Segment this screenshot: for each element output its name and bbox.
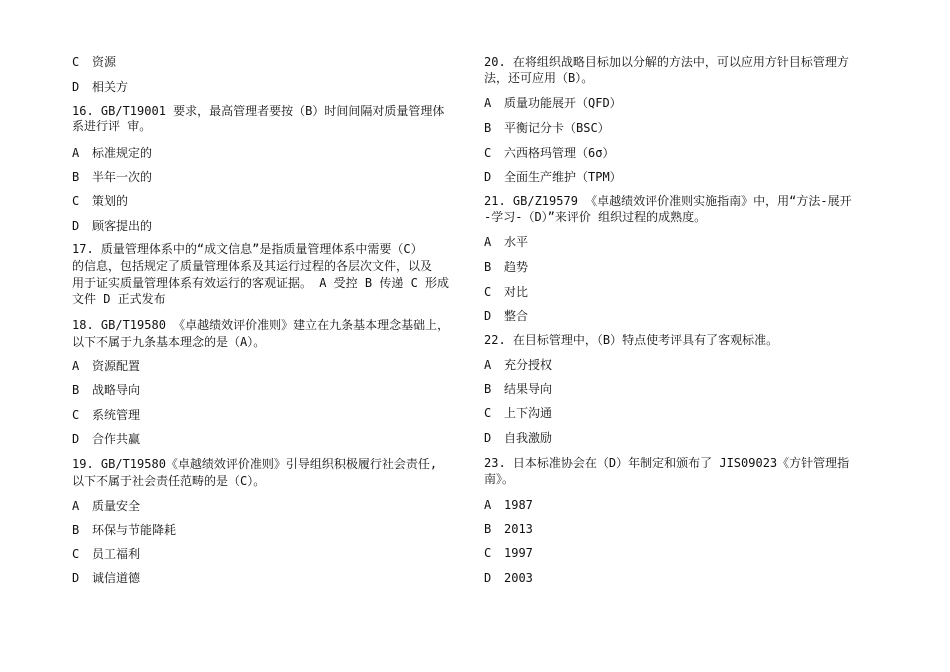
option-d bbox=[484, 571, 533, 585]
option-letter: B bbox=[72, 170, 80, 184]
option-letter: A bbox=[72, 146, 80, 160]
option-d bbox=[484, 309, 528, 323]
option-letter: A bbox=[72, 359, 80, 373]
option-letter: A bbox=[484, 358, 492, 372]
option-d bbox=[72, 80, 128, 94]
option-text: 对比 bbox=[504, 285, 529, 299]
option-letter: B bbox=[484, 382, 492, 396]
question-text-line: 18. GB/T19580 《卓越绩效评价准则》建立在九条基本理念基础上， bbox=[72, 318, 450, 332]
option-c bbox=[72, 408, 140, 422]
option-text: 结果导向 bbox=[504, 382, 553, 396]
option-letter: A bbox=[484, 96, 492, 110]
option-text: 诚信道德 bbox=[92, 571, 141, 585]
option-letter: D bbox=[484, 431, 492, 445]
option-a bbox=[72, 146, 152, 160]
option-d bbox=[484, 431, 552, 445]
question-text-line: -学习-（D）”来评价 组织过程的成熟度。 bbox=[484, 210, 707, 224]
option-text: 顾客提出的 bbox=[92, 219, 153, 233]
option-letter: C bbox=[484, 146, 492, 160]
option-text: 充分授权 bbox=[504, 358, 553, 372]
option-letter: D bbox=[72, 571, 80, 585]
option-text: 全面生产维护（TPM） bbox=[504, 170, 622, 184]
option-text: 质量功能展开（QFD） bbox=[504, 96, 622, 110]
option-letter: C bbox=[484, 285, 492, 299]
option-letter: C bbox=[72, 547, 80, 561]
option-letter: D bbox=[72, 219, 80, 233]
option-text: 战略导向 bbox=[92, 383, 141, 397]
question-text-line: 用于证实质量管理体系有效运行的客观证据。 A 受控 B 传递 C 形成 bbox=[72, 276, 450, 290]
option-letter: C bbox=[72, 194, 80, 208]
option-b bbox=[484, 522, 533, 536]
option-letter: B bbox=[484, 121, 492, 135]
option-letter: C bbox=[72, 408, 80, 422]
option-a bbox=[72, 359, 140, 373]
option-letter: A bbox=[484, 498, 492, 512]
option-letter: B bbox=[72, 523, 80, 537]
option-d bbox=[72, 432, 140, 446]
option-a bbox=[484, 235, 528, 249]
option-c bbox=[484, 546, 533, 560]
option-text: 资源 bbox=[92, 55, 117, 69]
option-d bbox=[484, 170, 622, 184]
option-c bbox=[484, 406, 552, 420]
option-d bbox=[72, 571, 140, 585]
option-text: 趋势 bbox=[504, 260, 529, 274]
option-c bbox=[72, 194, 128, 208]
option-letter: B bbox=[72, 383, 80, 397]
option-b bbox=[72, 523, 176, 537]
option-text: 资源配置 bbox=[92, 359, 141, 373]
option-letter: C bbox=[484, 546, 492, 560]
option-text: 标准规定的 bbox=[92, 146, 153, 160]
option-c bbox=[484, 146, 614, 160]
option-text: 水平 bbox=[504, 235, 529, 249]
option-text: 2003 bbox=[504, 571, 533, 585]
question-text-line: 20. 在将组织战略目标加以分解的方法中，可以应用方针目标管理方 bbox=[484, 55, 849, 69]
option-text: 1987 bbox=[504, 498, 533, 512]
option-text: 自我激励 bbox=[504, 431, 553, 445]
option-b bbox=[72, 383, 140, 397]
option-letter: D bbox=[72, 432, 80, 446]
option-text: 员工福利 bbox=[92, 547, 141, 561]
option-c bbox=[72, 547, 140, 561]
question-text-line: 19. GB/T19580《卓越绩效评价准则》引导组织积极履行社会责任, bbox=[72, 457, 438, 471]
question-text-line: 22. 在目标管理中，（B）特点使考评具有了客观标准。 bbox=[484, 333, 779, 347]
option-text: 2013 bbox=[504, 522, 533, 536]
option-text: 环保与节能降耗 bbox=[92, 523, 177, 537]
option-a bbox=[484, 358, 552, 372]
option-letter: D bbox=[484, 571, 492, 585]
option-text: 合作共赢 bbox=[92, 432, 141, 446]
option-b bbox=[484, 121, 610, 135]
option-letter: B bbox=[484, 260, 492, 274]
option-b bbox=[484, 382, 552, 396]
option-text: 系统管理 bbox=[92, 408, 141, 422]
option-letter: A bbox=[484, 235, 492, 249]
question-text-line: 以下不属于社会责任范畴的是（C）。 bbox=[72, 474, 266, 488]
option-a bbox=[484, 96, 622, 110]
option-letter: D bbox=[72, 80, 80, 94]
option-text: 上下沟通 bbox=[504, 406, 553, 420]
option-b bbox=[484, 260, 528, 274]
question-text-line: 法，还可应用（B）。 bbox=[484, 71, 594, 85]
option-text: 策划的 bbox=[92, 194, 129, 208]
option-a bbox=[484, 498, 533, 512]
question-text-line: 21. GB/Z19579 《卓越绩效评价准则实施指南》中，用“方法-展开 bbox=[484, 194, 852, 208]
question-text-line: 以下不属于九条基本理念的是（A）。 bbox=[72, 335, 266, 349]
option-letter: C bbox=[72, 55, 80, 69]
option-d bbox=[72, 219, 152, 233]
option-letter: C bbox=[484, 406, 492, 420]
option-text: 相关方 bbox=[92, 80, 129, 94]
question-text-line: 系进行评 审。 bbox=[72, 119, 152, 133]
question-text-line: 南》。 bbox=[484, 472, 515, 486]
question-text-line: 文件 D 正式发布 bbox=[72, 292, 166, 306]
option-text: 整合 bbox=[504, 309, 529, 323]
option-c bbox=[484, 285, 528, 299]
option-text: 1997 bbox=[504, 546, 533, 560]
option-text: 平衡记分卡（BSC） bbox=[504, 121, 610, 135]
question-text-line: 16. GB/T19001 要求，最高管理者要按（B）时间间隔对质量管理体 bbox=[72, 104, 445, 118]
option-letter: B bbox=[484, 522, 492, 536]
option-c bbox=[72, 55, 116, 69]
option-letter: D bbox=[484, 309, 492, 323]
option-a bbox=[72, 499, 140, 513]
question-text-line: 17. 质量管理体系中的“成文信息”是指质量管理体系中需要（C） bbox=[72, 242, 423, 256]
question-text-line: 23. 日本标准协会在（D）年制定和颁布了 JIS09023《方针管理指 bbox=[484, 456, 850, 470]
option-letter: A bbox=[72, 499, 80, 513]
option-text: 质量安全 bbox=[92, 499, 141, 513]
option-letter: D bbox=[484, 170, 492, 184]
question-text-line: 的信息，包括规定了质量管理体系及其运行过程的各层次文件，以及 bbox=[72, 259, 433, 273]
option-b bbox=[72, 170, 152, 184]
option-text: 六西格玛管理（6σ） bbox=[504, 146, 615, 160]
option-text: 半年一次的 bbox=[92, 170, 153, 184]
